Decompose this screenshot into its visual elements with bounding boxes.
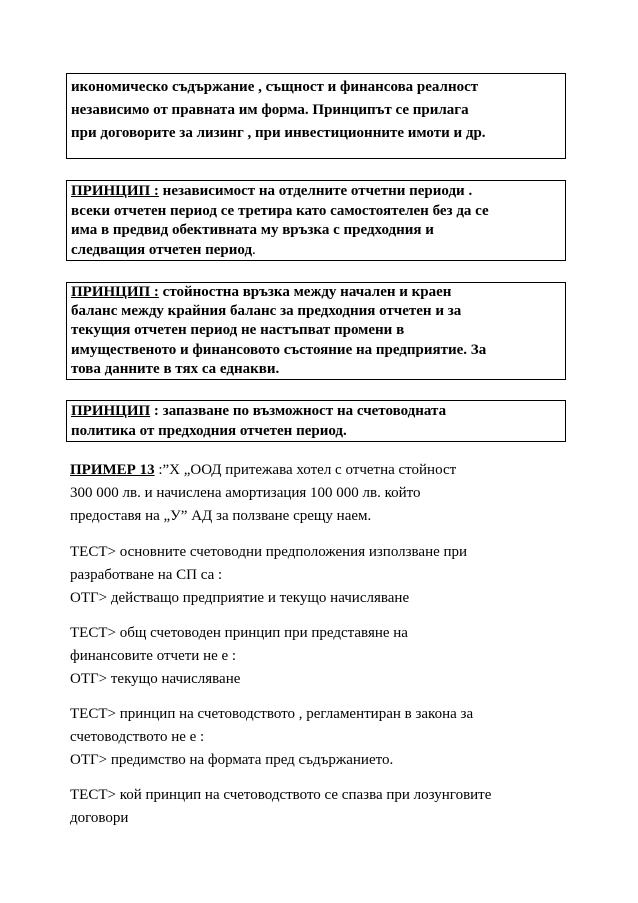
box-line: има в предвид обективната му връзка с предходния и [71, 222, 434, 238]
principle-text: стойностна връзка между начален и краен [158, 284, 452, 300]
box-line: това данните в тях са еднакви. [71, 360, 280, 377]
box-line [71, 182, 561, 202]
box-line: всеки отчетен период се третира като самостоятелен без да се [71, 202, 489, 219]
test-line: ТЕСТ> общ счетоводен принцип при представяне на [70, 625, 408, 641]
example-label: ПРИМЕР 13 [70, 462, 155, 478]
answer-line: ОТГ> действащо предприятие и текущо начисляване [70, 590, 410, 606]
test-line: счетоводството не е : [70, 729, 205, 745]
test-question-2 [70, 622, 590, 691]
test-line: договори [70, 810, 129, 826]
test-line: ТЕСТ> основните счетоводни предположения използване при [70, 544, 468, 560]
box-line: независимо от правната им форма. Принципът се прилага [71, 102, 469, 118]
text-box-economic-substance [66, 73, 566, 159]
test-question-1 [70, 541, 590, 610]
period-mark: . [252, 241, 256, 258]
principle-box-policy-consistency [66, 400, 566, 442]
test-line: ТЕСТ> кой принцип на счетоводството се спазва при лозунговите [70, 787, 492, 803]
example-line: предоставя на „У” АД за ползване срещу наем. [70, 508, 372, 524]
test-question-3 [70, 703, 590, 772]
example-13 [70, 459, 590, 528]
box-line: политика от предходния отчетен период. [71, 423, 347, 439]
principle-text: : запазване по възможност на счетоводната [150, 403, 447, 419]
example-line: 300 000 лв. и начислена амортизация 100 000 лв. който [70, 485, 421, 501]
answer-line: ОТГ> текущо начисляване [70, 671, 241, 687]
box-line [71, 241, 561, 261]
test-line: финансовите отчети не е : [70, 648, 237, 664]
box-line: икономическо съдържание , същност и финансова реалност [71, 79, 479, 95]
principle-text: следващия отчетен период [71, 241, 253, 258]
principle-box-period-independence [66, 180, 566, 261]
principle-box-value-link [66, 282, 566, 380]
box-line: текущия отчетен период не настъпват промени в [71, 322, 405, 339]
box-line [71, 283, 561, 302]
principle-label: ПРИНЦИП : [71, 183, 159, 199]
principle-label: ПРИНЦИП [71, 403, 151, 419]
principle-text: независимост на отделните отчетни периоди . [158, 183, 473, 199]
principle-label: ПРИНЦИП : [71, 284, 159, 300]
box-line [71, 401, 561, 421]
answer-line: ОТГ> предимство на формата пред съдържанието. [70, 752, 394, 768]
test-line: ТЕСТ> принцип на счетоводството , регламентиран в закона за [70, 706, 474, 722]
test-line: разработване на СП са : [70, 567, 223, 583]
box-line: баланс между крайния баланс за предходния отчетен и за [71, 303, 462, 320]
test-question-4 [70, 784, 590, 830]
example-line [70, 459, 590, 482]
box-line: при договорите за лизинг , при инвестиционните имоти и др. [71, 125, 486, 141]
box-line: имущественото и финансовото състояние на предприятие. За [71, 341, 487, 358]
example-text: :”Х „ООД притежава хотел с отчетна стойност [154, 462, 457, 478]
